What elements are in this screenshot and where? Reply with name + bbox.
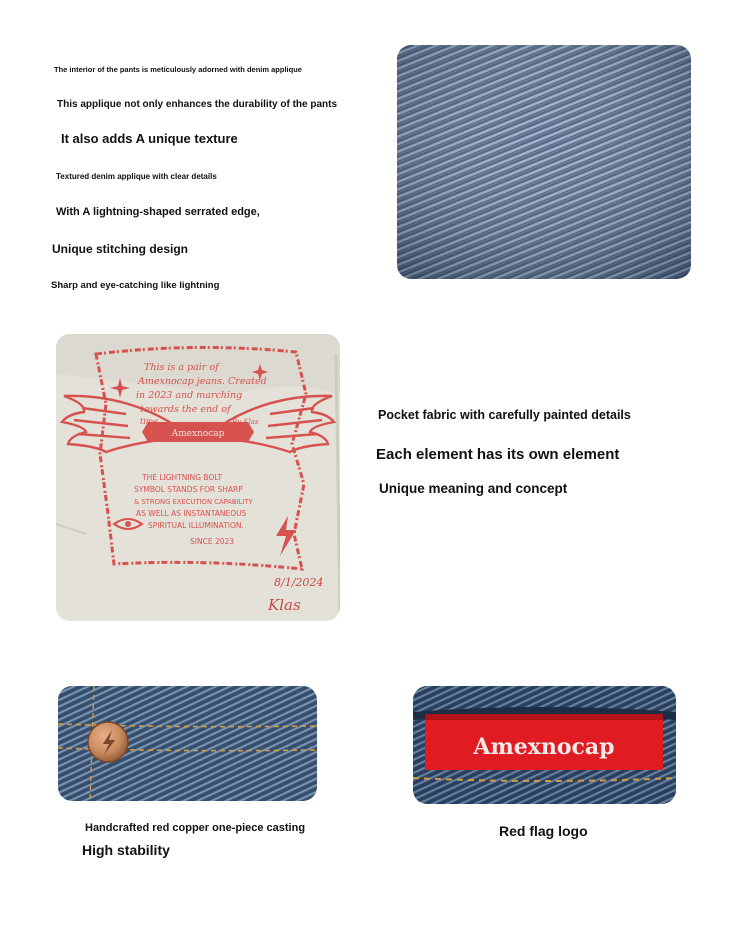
pocket-print-line-12: SINCE 2023 xyxy=(190,537,235,546)
red-flag-label-photo xyxy=(413,686,676,804)
pocket-print-line-10: AS WELL AS INSTANTANEOUS xyxy=(136,509,247,518)
copper-button-photo xyxy=(58,686,317,801)
desc-line-3: It also adds A unique texture xyxy=(61,131,238,146)
pocket-print-line-2: Amexnocap jeans. Created xyxy=(138,376,267,387)
desc-line-6: Unique stitching design xyxy=(52,242,189,256)
pocket-line-3: Unique meaning and concept xyxy=(379,481,568,496)
pocket-print-line-9: & STRONG EXECUTION CAPABILITY xyxy=(134,498,253,506)
pocket-print-line-7: THE LIGHTNING BOLT xyxy=(142,473,223,482)
caption-high-stability: High stability xyxy=(82,842,170,858)
pocket-print-line-5: time. xyxy=(140,417,161,426)
denim-applique-photo xyxy=(397,45,691,279)
desc-line-1: The interior of the pants is meticulously adorned with denim applique xyxy=(54,65,302,74)
desc-line-5: With A lightning-shaped serrated edge, xyxy=(56,206,260,218)
pocket-print-date: 8/1/2024 xyxy=(274,576,324,589)
pocket-print-line-1: This is a pair of xyxy=(144,362,219,373)
desc-line-7: Sharp and eye-catching like lightning xyxy=(51,280,220,291)
pocket-print-ribbon: Amexnocap xyxy=(171,429,225,439)
pocket-print-photo xyxy=(56,334,340,621)
caption-copper-casting: Handcrafted red copper one-piece casting xyxy=(85,822,306,834)
pocket-print-line-4: towards the end of xyxy=(140,404,231,415)
caption-red-flag-logo: Red flag logo xyxy=(499,823,588,839)
pocket-line-2: Each element has its own element xyxy=(376,446,620,463)
pocket-print-line-6: By Klas xyxy=(232,418,259,426)
pocket-print-line-3: in 2023 and marching xyxy=(136,390,243,401)
pocket-print-line-11: SPIRITUAL ILLUMINATION. xyxy=(148,521,244,530)
desc-line-4: Textured denim applique with clear details xyxy=(56,172,217,181)
pocket-print-line-8: SYMBOL STANDS FOR SHARP xyxy=(134,485,243,494)
red-flag-label-text: Amexnocap xyxy=(473,734,615,760)
desc-line-2: This applique not only enhances the durability of the pants xyxy=(57,99,338,110)
pocket-print-signature: Klas xyxy=(268,596,301,614)
pocket-line-1: Pocket fabric with carefully painted details xyxy=(378,408,631,422)
